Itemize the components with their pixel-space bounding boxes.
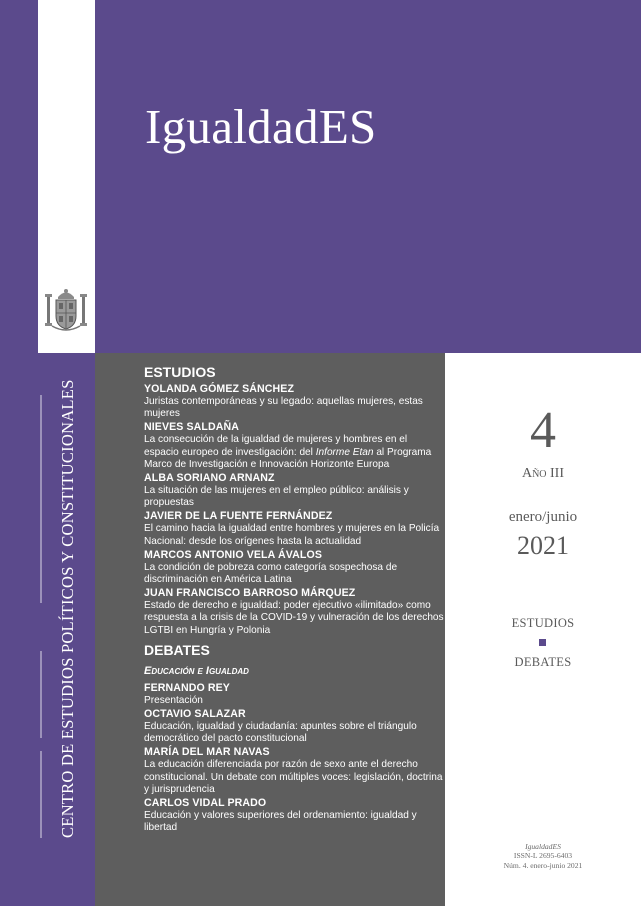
list-item	[144, 510, 444, 547]
entry-author: ALBA SORIANO ARNANZ	[144, 472, 275, 485]
entry-title: La educación diferenciada por razón de sexo ante el derecho constitucional. Un debate con múltiples voces: legislación, doctrina y jurisprudencia	[144, 759, 443, 795]
list-item	[144, 549, 444, 586]
entry-author: MARÍA DEL MAR NAVAS	[144, 746, 270, 759]
debates-subheading: Educación e Igualdad	[144, 664, 249, 677]
entry-author: YOLANDA GÓMEZ SÁNCHEZ	[144, 383, 295, 395]
list-item	[144, 587, 444, 637]
list-item	[144, 682, 444, 707]
list-item	[144, 797, 444, 834]
issue-year-label: Año III	[521, 466, 565, 481]
entry-author: JUAN FRANCISCO BARROSO MÁRQUEZ	[144, 587, 356, 600]
entry-author: NIEVES SALDAÑA	[144, 421, 239, 434]
entry-author: JAVIER DE LA FUENTE FERNÁNDEZ	[144, 510, 333, 523]
issue-info-panel	[445, 353, 641, 906]
entry-title-italic: Informe Etan	[315, 446, 374, 458]
list-item	[144, 421, 444, 471]
journal-title: IgualdadES	[145, 99, 377, 154]
coat-of-arms-icon	[44, 288, 88, 334]
publisher-name: CENTRO DE ESTUDIOS POLÍTICOS Y CONSTITUCIONALES	[58, 379, 77, 838]
colophon-issn: ISSN-L 2695-6403	[513, 851, 573, 861]
section-label-estudios: ESTUDIOS	[511, 616, 575, 630]
entry-title: Presentación	[144, 694, 203, 706]
list-item	[144, 472, 444, 509]
debates-heading: DEBATES	[144, 641, 210, 658]
list-item	[144, 383, 444, 420]
entry-title: El camino hacia la igualdad entre hombres y mujeres en la Policía Nacional: desde los orígenes hasta la actualidad	[144, 523, 440, 547]
entry-title: La situación de las mujeres en el empleo público: análisis y propuestas	[144, 485, 409, 509]
left-purple-strip	[0, 0, 38, 906]
issue-year: 2021	[517, 531, 569, 560]
issue-period: enero/junio	[508, 509, 578, 525]
colophon-issue: Núm. 4. enero-junio 2021	[503, 860, 583, 870]
section-label-debates: DEBATES	[514, 655, 572, 669]
issue-number: 4	[530, 402, 556, 459]
entry-title: Estado de derecho e igualdad: poder ejecutivo «ilimitado» como respuesta a la crisis de la COVID-19 y vulneración de los derechos LGTBI en Hungría y Polonia	[144, 600, 444, 636]
estudios-heading: ESTUDIOS	[144, 364, 216, 380]
entry-author: MARCOS ANTONIO VELA ÁVALOS	[144, 548, 322, 561]
entry-author: CARLOS VIDAL PRADO	[144, 797, 267, 810]
square-bullet-icon	[539, 639, 546, 646]
list-item	[144, 708, 444, 745]
entry-title	[144, 434, 444, 471]
entry-author: FERNANDO REY	[144, 681, 230, 694]
entry-title: Educación, igualdad y ciudadanía: apuntes sobre el triángulo democrático del pacto constitucional	[144, 721, 417, 745]
table-of-contents	[95, 353, 445, 906]
entry-title: Educación y valores superiores del ordenamiento: igualdad y libertad	[144, 810, 417, 834]
entry-title: Juristas contemporáneas y su legado: aquellas mujeres, estas mujeres	[144, 396, 423, 420]
colophon-title: IgualdadES	[525, 842, 561, 851]
entry-title-part: La consecución de la igualdad de mujeres y hombres en el espacio europeo de investigación: del	[144, 434, 408, 458]
entry-author: OCTAVIO SALAZAR	[144, 708, 246, 721]
colophon	[445, 842, 641, 870]
entry-title-part: al Programa Marco de Investigación e Innovación Horizonte Europa	[144, 446, 432, 470]
entry-title: La condición de pobreza como categoría sospechosa de discriminación en América Latina	[144, 561, 398, 586]
list-item	[144, 746, 444, 796]
